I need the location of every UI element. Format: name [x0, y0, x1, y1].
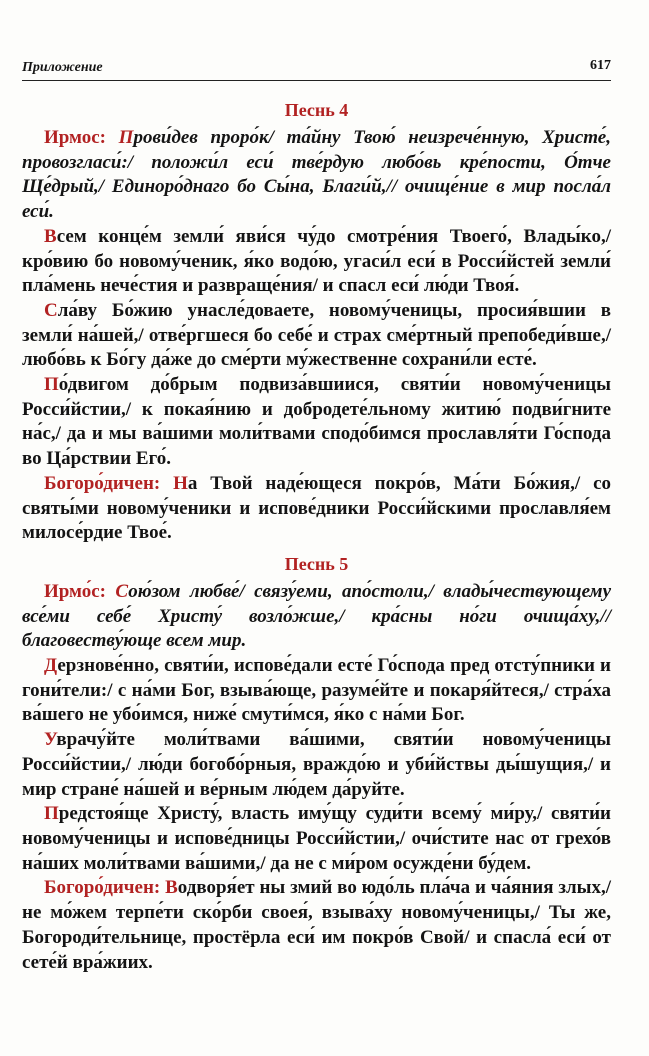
- paragraph-text: врачу́йте моли́твами ва́шими, святи́и новому́ченицы Росси́йстии,/ лю́ди богобо́рныя, враждо́ю и уби́йствы ды́шущия,/ и мир стране́ на́шей и ве́рным лю́дем да́руйте.: [22, 729, 611, 800]
- drop-letter: Н: [173, 472, 188, 494]
- troparion-paragraph: [22, 802, 611, 876]
- troparion-paragraph: [22, 225, 611, 299]
- drop-letter: П: [44, 374, 59, 396]
- theotokion-label: Богоро́дичен:: [44, 472, 174, 494]
- drop-letter: У: [44, 729, 57, 751]
- drop-letter: П: [44, 803, 59, 825]
- irmos-paragraph: [22, 126, 611, 225]
- paragraph-text: ою́зом любве́/ связу́еми, апо́столи,/ влады́чествующему все́ми себе́ Христу́ возло́жше,/ кра́сны но́ги очища́ху,// благовеству́юще всем мир.: [22, 580, 612, 652]
- drop-letter: Д: [44, 655, 58, 677]
- troparion-paragraph: [22, 299, 611, 373]
- paragraph-text: а Твой наде́ющеся покро́в, Ма́ти Бо́жия,/ со святы́ми новому́ченики и испове́дники Росси́йскими прославля́ем милосе́рдие Твое́.: [22, 472, 611, 544]
- theotokion-paragraph: [22, 472, 611, 546]
- troparion-paragraph: [22, 373, 611, 472]
- paragraph-text: рови́дев проро́к/ та́йну Твою́ неизрече́нную, Христе́, провозгласи́:/ положи́л еси́ тве́рдую любо́вь кре́пости, О́тче Ще́дрый,/ Единоро́днаго бо Сы́на, Благи́й,// очище́ние в мир посла́л еси́.: [22, 127, 611, 223]
- page-content: [22, 98, 611, 975]
- troparion-paragraph: [22, 728, 611, 802]
- song-title: Песнь 5: [284, 553, 349, 574]
- paragraph-text: редстоя́ще Христу́, власть иму́щу суди́ти всему́ ми́ру,/ святи́и новому́ченицы и испове́дницы Росси́йстии,/ очи́стите нас от грехо́в на́ших моли́твами ва́шими,/ да не с ми́ром осужде́ни бу́дем.: [22, 803, 611, 874]
- paragraph-text: ерзнове́нно, святи́и, испове́дали есте́ Го́спода пред отсту́пники и гони́тели:/ с на́ми Бог, взыва́юще, разуме́йте и покаря́йтеся,/ стра́ха ва́шего не убо́имся, ниже́ смути́мся, я́ко с на́ми Бог.: [22, 655, 611, 726]
- running-head: [22, 58, 611, 81]
- irmos-label: Ирмос:: [44, 127, 119, 148]
- drop-letter: В: [165, 877, 178, 899]
- song-title: Песнь 4: [284, 100, 349, 120]
- drop-letter: П: [118, 127, 134, 148]
- theotokion-paragraph: [22, 876, 611, 975]
- drop-letter: С: [115, 580, 129, 602]
- paragraph-text: одворя́ет ны змий во юдо́ль пла́ча и ча́яния злых,/ не мо́жем терпе́ти ско́рби своея́, взыва́ху новому́ченицы,/ Ты же, Богороди́тельнице, простёрла еси́ им покро́в Свой/ и спасла́ еси́ от сете́й вра́жиих.: [22, 877, 611, 973]
- page-number: 617: [590, 58, 611, 73]
- irmos-paragraph: [22, 580, 611, 654]
- paragraph-text: ла́ву Бо́жию унасле́доваете, новому́ченицы, просия́вшии в земли́ на́шей,/ отве́ргшеся бо себе́ и страх сме́ртный препобеди́вше,/ любо́вь к Бо́гу да́же до сме́рти му́жественне сохрани́ли есте́.: [22, 299, 611, 371]
- troparion-paragraph: [22, 654, 611, 728]
- paragraph-text: сем конце́м земли́ яви́ся чу́до смотре́ния Твоего́, Влады́ко,/ кро́вию бо новому́ченик, я́ко водо́ю, угаси́л еси́ в Росси́йстей земли́ пла́мень нече́стия и развраще́ния/ и спасл еси́ лю́ди Твоя́.: [22, 225, 611, 297]
- paragraph-text: о́двигом до́брым подвиза́вшиися, святи́и новому́ченицы Росси́йстии,/ к покая́нию и добродете́льному житию́ подви́гните на́с,/ да и мы ва́шими моли́твами сподо́бимся прославля́ти Го́спода во Ца́рствии Его́.: [22, 374, 611, 470]
- irmos-label: Ирмо́с:: [44, 580, 116, 602]
- drop-letter: С: [44, 299, 58, 321]
- theotokion-label: Богоро́дичен:: [44, 877, 166, 899]
- drop-letter: В: [44, 225, 57, 247]
- running-title: Приложение: [22, 60, 103, 75]
